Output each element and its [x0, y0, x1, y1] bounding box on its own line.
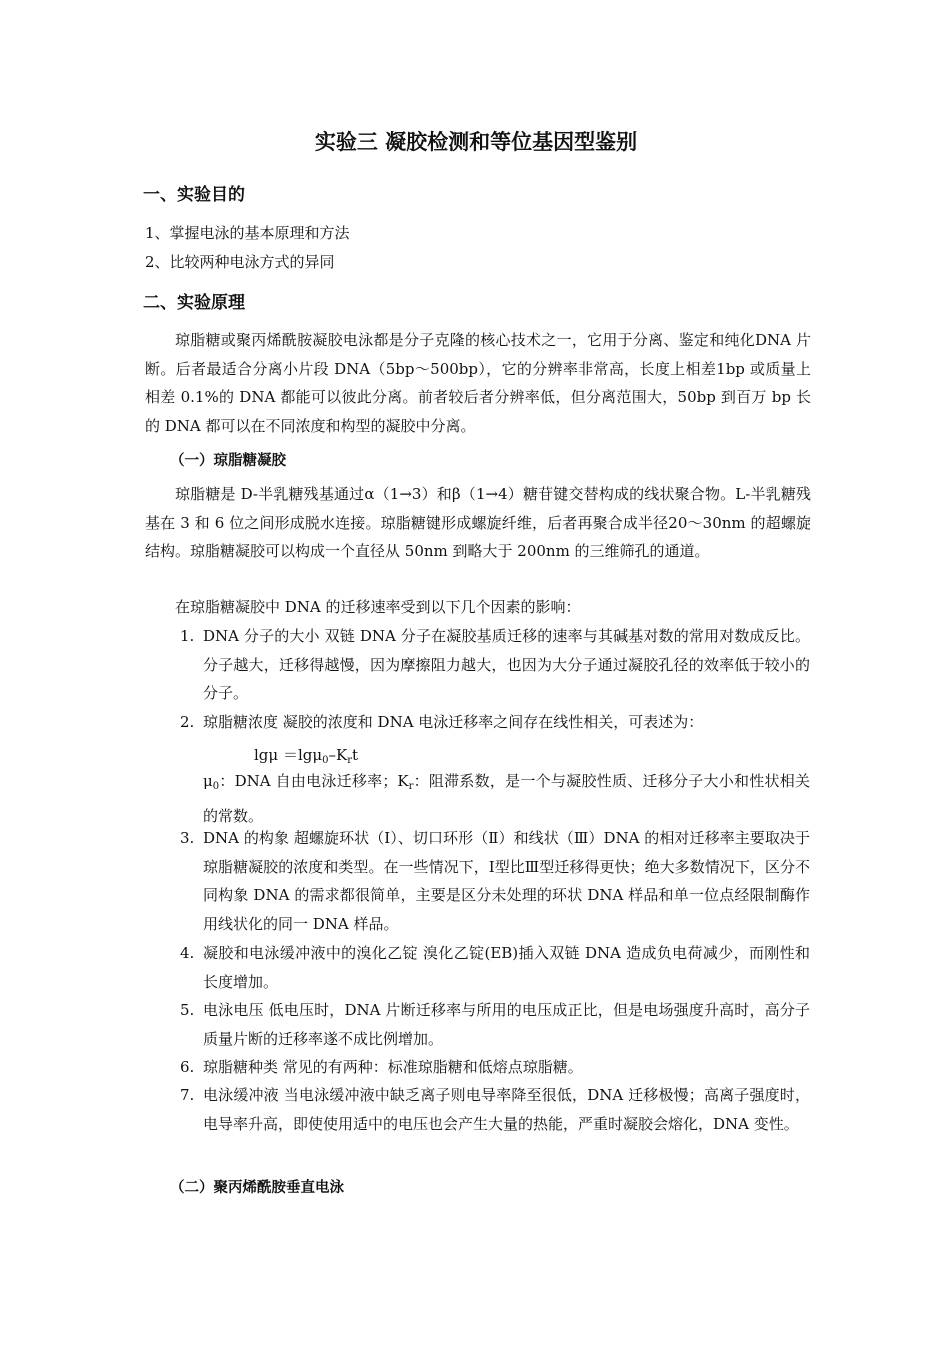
note-mu: μ — [203, 772, 213, 790]
note-mu-desc: ：DNA 自由电泳迁移率； — [219, 772, 398, 790]
factor-number: 6. — [180, 1058, 195, 1076]
factor-text: DNA 分子的大小 双链 DNA 分子在凝胶基质迁移的速率与其碱基对数的常用对数成反比。分子越大，迁移得越慢，因为摩擦阻力越大，也因为大分子通过凝胶孔径的效率低于较小的分子。 — [203, 627, 810, 702]
factor-text: 电泳缓冲液 当电泳缓冲液中缺乏离子则电导率降至很低，DNA 迁移极慢；高离子强度时，电导率升高，即使使用适中的电压也会产生大量的热能，严重时凝胶会熔化，DNA 变性。 — [203, 1086, 810, 1133]
factor-item-4 — [180, 939, 810, 996]
factor-text: 凝胶和电泳缓冲液中的溴化乙锭 溴化乙锭(EB)插入双链 DNA 造成负电荷减少，而刚性和长度增加。 — [203, 944, 810, 991]
factor-text: 琼脂糖浓度 凝胶的浓度和 DNA 电泳迁移率之间存在线性相关，可表述为： — [203, 713, 704, 731]
subsection-heading-agarose: （一）琼脂糖凝胶 — [170, 453, 286, 469]
factor-item-1 — [180, 622, 810, 708]
migration-formula — [254, 744, 358, 766]
factor-item-7 — [180, 1081, 810, 1138]
factor-number: 7. — [180, 1086, 195, 1104]
factors-intro-paragraph: 在琼脂糖凝胶中 DNA 的迁移速率受到以下几个因素的影响： — [175, 598, 581, 616]
factor-text: 琼脂糖种类 常见的有两种：标准琼脂糖和低熔点琼脂糖。 — [203, 1058, 583, 1076]
formula-rhs-t: t — [351, 746, 359, 764]
factor-text: DNA 的构象 超螺旋环状（Ⅰ）、切口环形（Ⅱ）和线状（Ⅲ）DNA 的相对迁移率主要取决于琼脂糖凝胶的浓度和类型。在一些情况下，Ⅰ型比Ⅲ型迁移得更快；绝大多数情况下，区分不同构象 DNA 的需求都很简单，主要是区分未处理的环状 DNA 样品和单一位点经限制酶作用线状化的同一 DNA 样品。 — [203, 829, 810, 933]
section-heading-principle: 二、实验原理 — [143, 293, 245, 313]
factor-number: 3. — [180, 829, 195, 847]
formula-rhs-subr: r — [347, 755, 352, 766]
factor-item-6 — [180, 1053, 810, 1082]
factor-item-5 — [180, 996, 810, 1053]
purpose-item-1: 1、掌握电泳的基本原理和方法 — [145, 224, 350, 242]
note-k-sub: r — [408, 781, 414, 792]
factor-number: 4. — [180, 944, 195, 962]
factor-item-3 — [180, 824, 810, 938]
note-k-desc: ：阻滞系数，是一个与凝胶性质、迁移分子大小和性状相关的常数。 — [203, 772, 810, 825]
factor-number: 5. — [180, 1001, 195, 1019]
formula-note — [203, 767, 810, 830]
factor-number: 1. — [180, 627, 195, 645]
section-heading-purpose: 一、实验目的 — [143, 185, 245, 205]
note-mu-sub: 0 — [212, 781, 220, 792]
formula-lhs: lgμ — [254, 746, 279, 764]
subsection-heading-polyacrylamide: （二）聚丙烯酰胺垂直电泳 — [170, 1180, 344, 1196]
factor-item-2 — [180, 708, 810, 737]
factor-number: 2. — [180, 713, 195, 731]
page-title: 实验三 凝胶检测和等位基因型鉴别 — [314, 130, 638, 154]
formula-rhs-sub0: 0 — [322, 755, 329, 766]
formula-equals: ＝ — [282, 746, 298, 764]
factor-text: 电泳电压 低电压时，DNA 片断迁移率与所用的电压成正比，但是电场强度升高时，高分子质量片断的迁移率遂不成比例增加。 — [203, 1001, 810, 1048]
purpose-item-2: 2、比较两种电泳方式的异同 — [145, 253, 335, 271]
agarose-paragraph: 琼脂糖是 D-半乳糖残基通过α（1→3）和β（1→4）糖苷键交替构成的线状聚合物。L-半乳糖残基在 3 和 6 位之间形成脱水连接。琼脂糖键形成螺旋纤维，后者再聚合成半径20～30nm 的超螺旋结构。琼脂糖凝胶可以构成一个直径从 50nm 到略大于 200nm 的三维筛孔的通道。 — [145, 485, 811, 560]
formula-rhs-minus: –K — [328, 746, 348, 764]
note-k: K — [397, 772, 409, 790]
principle-intro-paragraph: 琼脂糖或聚丙烯酰胺凝胶电泳都是分子克隆的核心技术之一，它用于分离、鉴定和纯化DNA 片断。后者最适合分离小片段 DNA（5bp～500bp），它的分辨率非常高，长度上相差1bp 或质量上相差 0.1%的 DNA 都能可以彼此分离。前者较后者分辨率低，但分离范围大，50bp 到百万 bp 长的 DNA 都可以在不同浓度和构型的凝胶中分离。 — [145, 331, 811, 435]
formula-rhs-base: lgμ — [297, 746, 323, 764]
